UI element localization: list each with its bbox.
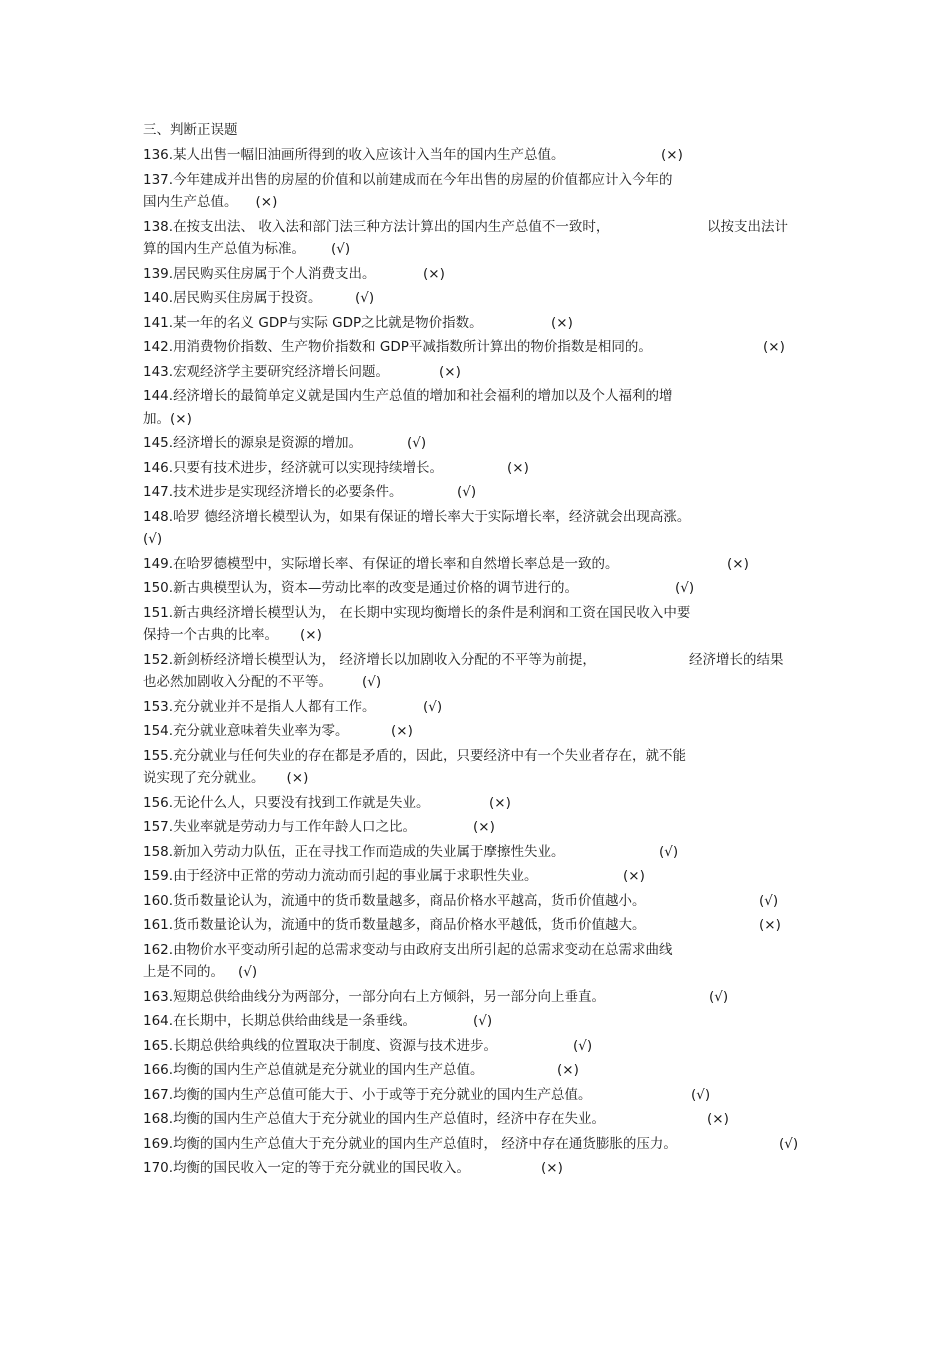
- list-item: [143, 1083, 813, 1108]
- item-answer: (√): [407, 435, 427, 451]
- item-number: 154.: [143, 723, 174, 739]
- item-text: 均衡的国内生产总值就是充分就业的国内生产总值。: [173, 1062, 484, 1078]
- list-item: [143, 1034, 813, 1059]
- list-item: [143, 552, 813, 577]
- item-text: 无论什么人，只要没有找到工作就是失业。: [173, 794, 430, 811]
- item-answer: (×): [423, 265, 445, 282]
- item-answer: (√): [573, 1037, 593, 1054]
- item-text: 居民购买住房属于个人消费支出。: [173, 265, 376, 282]
- item-text: 均衡的国内生产总值大于充分就业的国内生产总值时， 经济中存在通货膨胀的压力。: [173, 1135, 677, 1152]
- item-text: 新古典经济增长模型认为， 在长期中实现均衡增长的条件是利润和工资在国民收入中要: [173, 604, 691, 621]
- item-text-continued: 国内生产总值。: [143, 194, 238, 210]
- item-number: 155.: [143, 747, 174, 764]
- item-number: 148.: [143, 508, 174, 525]
- item-answer: (√): [457, 484, 477, 500]
- list-item: [143, 262, 813, 287]
- item-answer: (×): [286, 770, 309, 786]
- item-number: 137.: [143, 171, 174, 188]
- item-text: 失业率就是劳动力与工作年龄人口之比。: [173, 819, 417, 835]
- item-number: 170.: [143, 1160, 174, 1176]
- item-answer: (×): [170, 410, 192, 427]
- list-item: [143, 1107, 813, 1132]
- item-answer: (√): [143, 531, 163, 547]
- item-answer: (×): [507, 459, 529, 476]
- list-item: [143, 431, 813, 456]
- item-text: 经济增长的源泉是资源的增加。: [173, 435, 363, 451]
- list-item: [143, 601, 813, 648]
- item-answer: (×): [727, 555, 749, 572]
- item-number: 164.: [143, 1013, 174, 1029]
- item-answer: (√): [331, 241, 351, 257]
- item-text: 用消费物价指数、生产物价指数和 GDP平减指数所计算出的物价指数是相同的。: [173, 339, 652, 355]
- item-text: 只要有技术进步，经济就可以实现持续增长。: [173, 459, 444, 476]
- item-text: 哈罗 德经济增长模型认为，如果有保证的增长率大于实际增长率，经济就会出现高涨。: [173, 508, 691, 525]
- item-answer: (√): [659, 843, 679, 860]
- list-item: [143, 335, 813, 360]
- item-answer: (×): [473, 819, 495, 835]
- item-number: 142.: [143, 339, 174, 355]
- item-text: 在按支出法、 收入法和部门法三种方法计算出的国内生产总值不一致时，: [173, 218, 610, 235]
- item-answer: (×): [489, 794, 511, 811]
- item-number: 141.: [143, 314, 174, 331]
- item-number: 159.: [143, 868, 174, 884]
- list-item: [143, 1009, 813, 1034]
- item-number: 163.: [143, 988, 174, 1005]
- list-item: [143, 840, 813, 865]
- item-number: 156.: [143, 794, 174, 811]
- list-item: [143, 719, 813, 744]
- list-item: [143, 864, 813, 889]
- item-text: 在哈罗德模型中，实际增长率、有保证的增长率和自然增长率总是一致的。: [173, 555, 619, 572]
- item-text-continued: 保持一个古典的比率。: [143, 627, 278, 643]
- item-answer: (√): [779, 1135, 799, 1152]
- list-item: [143, 311, 813, 336]
- item-answer: (×): [623, 868, 645, 884]
- list-item: [143, 648, 813, 695]
- item-text-continued: 上是不同的。: [143, 964, 224, 980]
- list-item: [143, 1132, 813, 1157]
- list-item: [143, 815, 813, 840]
- item-answer: (×): [255, 194, 278, 210]
- item-number: 160.: [143, 892, 174, 909]
- item-text-continued: 加。: [143, 410, 170, 427]
- item-answer: (×): [557, 1062, 579, 1078]
- list-item: [143, 791, 813, 816]
- item-text: 在长期中，长期总供给曲线是一条垂线。: [173, 1013, 417, 1029]
- list-item: [143, 985, 813, 1010]
- list-item: [143, 913, 813, 938]
- item-answer: (√): [691, 1086, 711, 1103]
- item-number: 162.: [143, 941, 174, 958]
- item-number: 136.: [143, 147, 174, 163]
- item-text: 充分就业与任何失业的存在都是矛盾的，因此，只要经济中有一个失业者存在，就不能: [173, 747, 687, 764]
- item-answer: (√): [355, 290, 375, 306]
- item-text: 均衡的国内生产总值大于充分就业的国内生产总值时，经济中存在失业。: [173, 1111, 606, 1127]
- item-text: 今年建成并出售的房屋的价值和以前建成而在今年出售的房屋的价值都应计入今年的: [173, 171, 673, 188]
- item-text: 货币数量论认为，流通中的货币数量越多，商品价格水平越低，货币价值越大。: [173, 917, 646, 933]
- item-number: 139.: [143, 265, 174, 282]
- list-item: [143, 938, 813, 985]
- item-text: 宏观经济学主要研究经济增长问题。: [173, 363, 390, 380]
- item-answer: (√): [473, 1013, 493, 1029]
- item-number: 143.: [143, 363, 174, 380]
- list-item: [143, 505, 813, 552]
- section-title: 三、判断正误题: [143, 122, 238, 138]
- item-number: 146.: [143, 459, 174, 476]
- item-text-continued: 也必然加剧收入分配的不平等。: [143, 674, 332, 690]
- item-answer: (√): [423, 698, 443, 715]
- list-item: [143, 360, 813, 385]
- item-number: 147.: [143, 484, 174, 500]
- item-answer: (×): [391, 723, 413, 739]
- list-item: [143, 480, 813, 505]
- item-answer: (×): [541, 1160, 563, 1176]
- item-answer: (√): [675, 580, 695, 596]
- item-answer: (×): [551, 314, 573, 331]
- list-item: [143, 168, 813, 215]
- item-number: 167.: [143, 1086, 174, 1103]
- item-number: 140.: [143, 290, 174, 306]
- item-text-right: 以按支出法计: [707, 218, 788, 235]
- item-answer: (×): [439, 363, 461, 380]
- item-text: 新加入劳动力队伍，正在寻找工作而造成的失业属于摩擦性失业。: [173, 843, 565, 860]
- item-text: 某一年的名义 GDP与实际 GDP之比就是物价指数。: [173, 314, 483, 331]
- item-number: 153.: [143, 698, 174, 715]
- item-text: 充分就业意味着失业率为零。: [173, 723, 349, 739]
- item-text: 居民购买住房属于投资。: [173, 290, 322, 306]
- list-item: [143, 695, 813, 720]
- list-item: [143, 889, 813, 914]
- item-text-continued: 说实现了充分就业。: [143, 770, 265, 786]
- item-text: 均衡的国民收入一定的等于充分就业的国民收入。: [173, 1160, 471, 1176]
- question-list: [143, 119, 813, 1181]
- item-answer: (×): [300, 627, 322, 643]
- item-text-continued: 算的国内生产总值为标准。: [143, 241, 305, 257]
- item-answer: (×): [759, 917, 781, 933]
- item-text: 新古典模型认为，资本—劳动比率的改变是通过价格的调节进行的。: [173, 580, 579, 596]
- item-text: 货币数量论认为，流通中的货币数量越多，商品价格水平越高，货币价值越小。: [173, 892, 646, 909]
- list-item: [143, 1058, 813, 1083]
- list-item: [143, 744, 813, 791]
- list-item: [143, 143, 813, 168]
- item-number: 157.: [143, 819, 174, 835]
- item-number: 150.: [143, 580, 174, 596]
- item-answer: (√): [709, 988, 729, 1005]
- item-text: 由于经济中正常的劳动力流动而引起的事业属于求职性失业。: [173, 868, 538, 884]
- item-answer: (×): [661, 147, 683, 163]
- item-number: 166.: [143, 1062, 174, 1078]
- item-number: 145.: [143, 435, 174, 451]
- item-text: 长期总供给典线的位置取决于制度、资源与技术进步。: [173, 1037, 498, 1054]
- list-item: [143, 1156, 813, 1181]
- item-text: 均衡的国内生产总值可能大于、小于或等于充分就业的国内生产总值。: [173, 1086, 592, 1103]
- item-answer: (√): [362, 674, 382, 690]
- item-number: 169.: [143, 1135, 174, 1152]
- item-answer: (√): [238, 964, 258, 980]
- list-item: [143, 286, 813, 311]
- item-number: 152.: [143, 651, 174, 668]
- item-number: 151.: [143, 604, 174, 621]
- item-answer: (×): [707, 1111, 729, 1127]
- item-text: 由物价水平变动所引起的总需求变动与由政府支出所引起的总需求变动在总需求曲线: [173, 941, 673, 958]
- item-answer: (√): [759, 892, 779, 909]
- list-item: [143, 576, 813, 601]
- list-item: [143, 215, 813, 262]
- list-item: [143, 384, 813, 431]
- item-number: 138.: [143, 218, 174, 235]
- item-number: 144.: [143, 388, 174, 404]
- item-number: 168.: [143, 1111, 174, 1127]
- item-text: 充分就业并不是指人人都有工作。: [173, 698, 376, 715]
- item-number: 149.: [143, 555, 174, 572]
- item-text-right: 经济增长的结果: [689, 651, 784, 668]
- item-text: 新剑桥经济增长模型认为， 经济增长以加剧收入分配的不平等为前提，: [173, 651, 596, 668]
- item-text: 某人出售一幅旧油画所得到的收入应该计入当年的国内生产总值。: [173, 147, 565, 163]
- item-number: 158.: [143, 843, 174, 860]
- item-answer: (×): [763, 339, 785, 355]
- item-number: 165.: [143, 1037, 174, 1054]
- list-item: [143, 456, 813, 481]
- item-text: 经济增长的最简单定义就是国内生产总值的增加和社会福利的增加以及个人福利的增: [173, 388, 673, 404]
- item-number: 161.: [143, 917, 174, 933]
- item-text: 短期总供给曲线分为两部分，一部分向右上方倾斜，另一部分向上垂直。: [173, 988, 606, 1005]
- item-text: 技术进步是实现经济增长的必要条件。: [173, 484, 403, 500]
